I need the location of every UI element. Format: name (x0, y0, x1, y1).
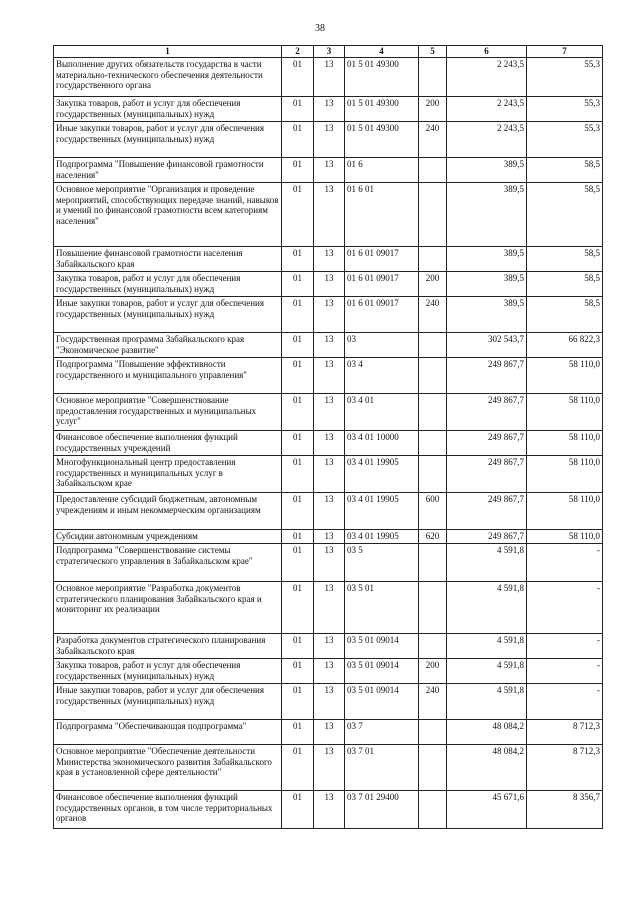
row-subsection-code: 13 (314, 122, 345, 158)
row-subsection-code: 13 (314, 58, 345, 97)
row-name: Финансовое обеспечение выполнения функций государственных учреждений (54, 431, 282, 456)
row-name: Закупка товаров, работ и услуг для обеспечения государственных (муниципальных) нужд (54, 272, 282, 297)
row-expense-type: 620 (419, 530, 447, 544)
row-name: Иные закупки товаров, работ и услуг для обеспечения государственных (муниципальных) нужд (54, 684, 282, 720)
row-target-code: 03 7 (345, 720, 419, 745)
row-expense-type (419, 394, 447, 431)
row-amount-plan: 249 867,7 (447, 493, 527, 530)
row-target-code: 01 5 01 49300 (345, 97, 419, 122)
row-subsection-code: 13 (314, 183, 345, 247)
row-amount-actual: 58 110,0 (527, 358, 603, 394)
row-section-code: 01 (282, 659, 314, 684)
table-row (54, 272, 603, 297)
row-amount-plan: 249 867,7 (447, 456, 527, 493)
row-target-code: 01 5 01 49300 (345, 122, 419, 158)
row-amount-plan: 2 243,5 (447, 97, 527, 122)
row-target-code: 03 4 01 (345, 394, 419, 431)
table-row (54, 58, 603, 97)
row-section-code: 01 (282, 394, 314, 431)
row-name: Подпрограмма "Обеспечивающая подпрограмма" (54, 720, 282, 745)
row-expense-type: 200 (419, 272, 447, 297)
row-subsection-code: 13 (314, 272, 345, 297)
row-expense-type: 600 (419, 493, 447, 530)
row-amount-actual: 58,5 (527, 158, 603, 183)
row-expense-type (419, 634, 447, 659)
row-expense-type: 240 (419, 684, 447, 720)
table-row (54, 659, 603, 684)
table-row (54, 493, 603, 530)
row-name: Иные закупки товаров, работ и услуг для обеспечения государственных (муниципальных) нужд (54, 122, 282, 158)
row-amount-actual: 58,5 (527, 297, 603, 333)
row-target-code: 03 7 01 (345, 745, 419, 791)
row-expense-type (419, 720, 447, 745)
table-row (54, 745, 603, 791)
column-header: 5 (419, 46, 447, 58)
row-amount-plan: 4 591,8 (447, 544, 527, 582)
row-name: Повышение финансовой грамотности населения Забайкальского края (54, 247, 282, 272)
row-name: Подпрограмма "Повышение эффективности государственного и муниципального управления" (54, 358, 282, 394)
row-target-code: 01 5 01 49300 (345, 58, 419, 97)
row-expense-type: 200 (419, 659, 447, 684)
row-section-code: 01 (282, 634, 314, 659)
row-section-code: 01 (282, 493, 314, 530)
row-target-code: 03 4 01 19905 (345, 493, 419, 530)
row-amount-plan: 389,5 (447, 247, 527, 272)
row-name: Подпрограмма "Повышение финансовой грамотности населения" (54, 158, 282, 183)
table-row (54, 544, 603, 582)
column-header: 3 (314, 46, 345, 58)
row-amount-plan: 2 243,5 (447, 122, 527, 158)
row-name: Основное мероприятие "Организация и проведение мероприятий, способствующих передаче знаний, навыков и умений по финансовой грамотности всем категориям населения" (54, 183, 282, 247)
row-expense-type: 240 (419, 297, 447, 333)
row-amount-plan: 4 591,8 (447, 659, 527, 684)
row-section-code: 01 (282, 358, 314, 394)
table-row (54, 720, 603, 745)
table-row (54, 394, 603, 431)
row-amount-plan: 4 591,8 (447, 582, 527, 634)
row-subsection-code: 13 (314, 544, 345, 582)
row-expense-type (419, 431, 447, 456)
row-expense-type (419, 544, 447, 582)
table-row (54, 97, 603, 122)
row-target-code: 03 5 01 (345, 582, 419, 634)
row-amount-plan: 302 543,7 (447, 333, 527, 358)
row-amount-actual: - (527, 684, 603, 720)
row-amount-actual: 58,5 (527, 247, 603, 272)
row-section-code: 01 (282, 122, 314, 158)
row-amount-plan: 389,5 (447, 158, 527, 183)
row-name: Финансовое обеспечение выполнения функций государственных органов, в том числе территориальных органов (54, 791, 282, 829)
row-amount-plan: 45 671,6 (447, 791, 527, 829)
row-amount-actual: - (527, 634, 603, 659)
row-target-code: 01 6 (345, 158, 419, 183)
row-expense-type (419, 456, 447, 493)
row-amount-plan: 249 867,7 (447, 358, 527, 394)
table-row (54, 582, 603, 634)
row-section-code: 01 (282, 97, 314, 122)
row-target-code: 03 4 01 10000 (345, 431, 419, 456)
row-target-code: 01 6 01 (345, 183, 419, 247)
row-expense-type: 200 (419, 97, 447, 122)
row-target-code: 03 5 01 09014 (345, 634, 419, 659)
row-subsection-code: 13 (314, 297, 345, 333)
table-row (54, 431, 603, 456)
row-name: Подпрограмма "Совершенствование системы стратегического управления в Забайкальском крае" (54, 544, 282, 582)
row-expense-type (419, 183, 447, 247)
row-target-code: 03 5 01 09014 (345, 684, 419, 720)
row-amount-plan: 48 084,2 (447, 720, 527, 745)
table-row (54, 358, 603, 394)
table-row (54, 122, 603, 158)
row-expense-type (419, 745, 447, 791)
row-name: Выполнение других обязательств государства в части материально-технического обеспечения деятельности государственного органа (54, 58, 282, 97)
row-target-code: 03 (345, 333, 419, 358)
row-amount-actual: 55,3 (527, 97, 603, 122)
row-subsection-code: 13 (314, 493, 345, 530)
row-subsection-code: 13 (314, 582, 345, 634)
row-amount-actual: 58,5 (527, 183, 603, 247)
table-row (54, 158, 603, 183)
row-name: Субсидии автономным учреждениям (54, 530, 282, 544)
row-target-code: 03 5 (345, 544, 419, 582)
table-row (54, 333, 603, 358)
row-subsection-code: 13 (314, 97, 345, 122)
row-name: Разработка документов стратегического планирования Забайкальского края (54, 634, 282, 659)
row-expense-type: 240 (419, 122, 447, 158)
row-subsection-code: 13 (314, 431, 345, 456)
column-header: 7 (527, 46, 603, 58)
row-name: Многофункциональный центр предоставления государственных и муниципальных услуг в Забайкальском крае (54, 456, 282, 493)
row-expense-type (419, 158, 447, 183)
row-amount-plan: 389,5 (447, 297, 527, 333)
row-section-code: 01 (282, 720, 314, 745)
row-target-code: 03 7 01 29400 (345, 791, 419, 829)
row-target-code: 03 4 01 19905 (345, 530, 419, 544)
table-header-row (54, 46, 603, 58)
row-section-code: 01 (282, 431, 314, 456)
row-amount-plan: 389,5 (447, 183, 527, 247)
row-expense-type (419, 358, 447, 394)
table-row (54, 684, 603, 720)
row-amount-actual: 55,3 (527, 122, 603, 158)
row-target-code: 01 6 01 09017 (345, 272, 419, 297)
row-section-code: 01 (282, 333, 314, 358)
row-name: Основное мероприятие "Совершенствование предоставления государственных и муниципальных услуг" (54, 394, 282, 431)
row-amount-plan: 4 591,8 (447, 634, 527, 659)
row-amount-actual: 8 712,3 (527, 745, 603, 791)
row-subsection-code: 13 (314, 659, 345, 684)
row-subsection-code: 13 (314, 634, 345, 659)
row-subsection-code: 13 (314, 333, 345, 358)
row-subsection-code: 13 (314, 247, 345, 272)
budget-table (53, 45, 603, 829)
row-target-code: 01 6 01 09017 (345, 297, 419, 333)
row-subsection-code: 13 (314, 456, 345, 493)
table-row (54, 183, 603, 247)
column-header: 2 (282, 46, 314, 58)
row-name: Закупка товаров, работ и услуг для обеспечения государственных (муниципальных) нужд (54, 659, 282, 684)
table-row (54, 456, 603, 493)
row-expense-type (419, 247, 447, 272)
row-name: Государственная программа Забайкальского края "Экономическое развитие" (54, 333, 282, 358)
row-expense-type (419, 582, 447, 634)
table-row (54, 530, 603, 544)
row-amount-actual: 58 110,0 (527, 394, 603, 431)
row-target-code: 03 4 01 19905 (345, 456, 419, 493)
row-section-code: 01 (282, 544, 314, 582)
row-amount-actual: - (527, 544, 603, 582)
row-expense-type (419, 791, 447, 829)
row-target-code: 01 6 01 09017 (345, 247, 419, 272)
table-row (54, 634, 603, 659)
row-section-code: 01 (282, 456, 314, 493)
row-section-code: 01 (282, 791, 314, 829)
row-amount-actual: 58 110,0 (527, 530, 603, 544)
row-name: Предоставление субсидий бюджетным, автономным учреждениям и иным некоммерческим организациям (54, 493, 282, 530)
row-name: Основное мероприятие "Разработка документов стратегического планирования Забайкальского края и мониторинг их реализации (54, 582, 282, 634)
row-target-code: 03 4 (345, 358, 419, 394)
row-section-code: 01 (282, 272, 314, 297)
row-expense-type (419, 58, 447, 97)
row-section-code: 01 (282, 684, 314, 720)
row-subsection-code: 13 (314, 791, 345, 829)
row-amount-plan: 4 591,8 (447, 684, 527, 720)
row-subsection-code: 13 (314, 745, 345, 791)
row-amount-plan: 48 084,2 (447, 745, 527, 791)
row-amount-actual: - (527, 582, 603, 634)
row-amount-plan: 389,5 (447, 272, 527, 297)
row-section-code: 01 (282, 58, 314, 97)
row-amount-actual: 58 110,0 (527, 493, 603, 530)
row-amount-actual: 8 712,3 (527, 720, 603, 745)
row-expense-type (419, 333, 447, 358)
table-body (54, 58, 603, 829)
row-amount-plan: 249 867,7 (447, 431, 527, 456)
table-row (54, 247, 603, 272)
row-name: Иные закупки товаров, работ и услуг для обеспечения государственных (муниципальных) нужд (54, 297, 282, 333)
row-amount-actual: 58 110,0 (527, 431, 603, 456)
row-subsection-code: 13 (314, 530, 345, 544)
page-number: 38 (315, 23, 325, 34)
row-section-code: 01 (282, 745, 314, 791)
row-section-code: 01 (282, 297, 314, 333)
row-amount-plan: 249 867,7 (447, 394, 527, 431)
row-name: Основное мероприятие "Обеспечение деятельности Министерства экономического развития Забайкальского края в установленной сфере деятельности" (54, 745, 282, 791)
row-amount-actual: 66 822,3 (527, 333, 603, 358)
row-amount-plan: 249 867,7 (447, 530, 527, 544)
table-row (54, 791, 603, 829)
row-amount-actual: - (527, 659, 603, 684)
column-header: 4 (345, 46, 419, 58)
row-subsection-code: 13 (314, 158, 345, 183)
row-section-code: 01 (282, 530, 314, 544)
row-subsection-code: 13 (314, 394, 345, 431)
row-target-code: 03 5 01 09014 (345, 659, 419, 684)
column-header: 6 (447, 46, 527, 58)
row-amount-actual: 8 356,7 (527, 791, 603, 829)
column-header: 1 (54, 46, 282, 58)
table-row (54, 297, 603, 333)
row-amount-plan: 2 243,5 (447, 58, 527, 97)
row-name: Закупка товаров, работ и услуг для обеспечения государственных (муниципальных) нужд (54, 97, 282, 122)
row-subsection-code: 13 (314, 684, 345, 720)
row-amount-actual: 58,5 (527, 272, 603, 297)
row-section-code: 01 (282, 158, 314, 183)
row-section-code: 01 (282, 183, 314, 247)
row-section-code: 01 (282, 582, 314, 634)
row-amount-actual: 55,3 (527, 58, 603, 97)
row-amount-actual: 58 110,0 (527, 456, 603, 493)
row-section-code: 01 (282, 247, 314, 272)
row-subsection-code: 13 (314, 720, 345, 745)
row-subsection-code: 13 (314, 358, 345, 394)
